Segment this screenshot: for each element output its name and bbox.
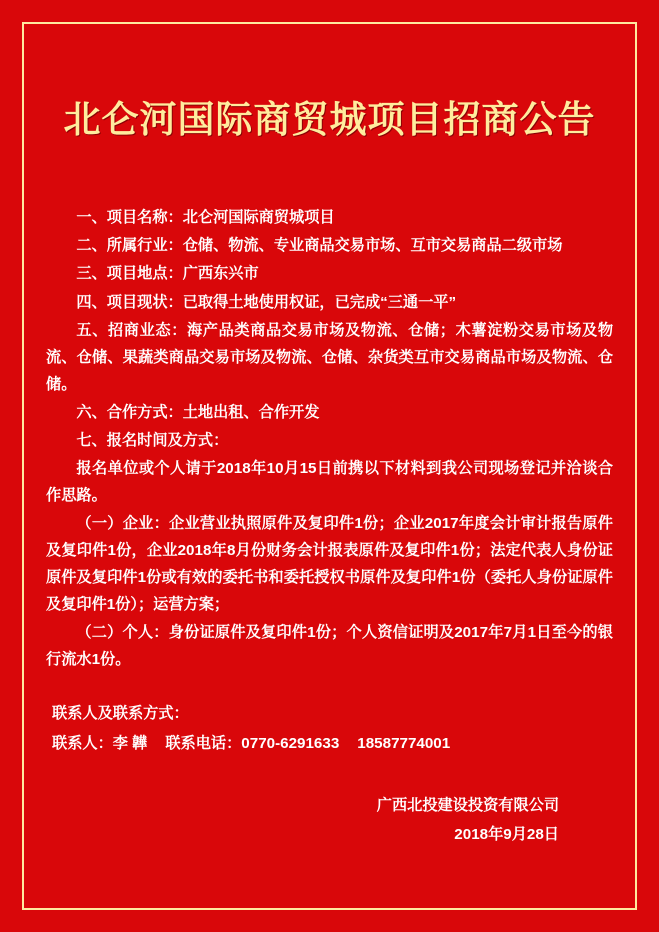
paragraph-business-types: 五、招商业态：海产品类商品交易市场及物流、仓储；木薯淀粉交易市场及物流、仓储、果蔬类商品交易市场及物流、仓储、杂货类互市交易商品市场及物流、仓储。 bbox=[46, 321, 613, 393]
contact-phone-label: 联系电话： bbox=[165, 734, 242, 752]
paragraph-project-name: 一、项目名称：北仑河国际商贸城项目 bbox=[76, 209, 335, 227]
contact-section bbox=[46, 699, 613, 758]
contact-person-name: 李 韡 bbox=[112, 734, 148, 752]
paragraph-cooperation-mode: 六、合作方式：土地出租、合作开发 bbox=[76, 403, 320, 421]
contact-details bbox=[52, 729, 613, 759]
contact-phone-number: 0770-6291633 bbox=[241, 734, 340, 752]
paragraph-individual-materials: （二）个人：身份证原件及复印件1份；个人资信证明及2017年7月1日至今的银行流水1份。 bbox=[46, 624, 613, 669]
announcement-body bbox=[46, 204, 613, 673]
paragraph-location: 三、项目地点：广西东兴市 bbox=[76, 265, 259, 283]
signature-block bbox=[46, 792, 613, 850]
signature-company: 广西北投建设投资有限公司 bbox=[376, 797, 559, 815]
contact-mobile-number: 18587774001 bbox=[357, 734, 451, 752]
paragraph-status: 四、项目现状：已取得土地使用权证，已完成“三通一平” bbox=[76, 293, 457, 311]
paragraph-industry: 二、所属行业：仓储、物流、专业商品交易市场、互市交易商品二级市场 bbox=[76, 237, 563, 255]
contact-heading: 联系人及联系方式： bbox=[52, 705, 189, 723]
paragraph-application-heading: 七、报名时间及方式： bbox=[76, 431, 229, 449]
page-title: 北仑河国际商贸城项目招商公告 bbox=[63, 99, 596, 140]
paragraph-application-deadline: 报名单位或个人请于2018年10月15日前携以下材料到我公司现场登记并洽谈合作思路。 bbox=[46, 459, 613, 504]
contact-person-label: 联系人： bbox=[52, 734, 113, 752]
signature-date: 2018年9月28日 bbox=[454, 826, 559, 844]
paragraph-enterprise-materials: （一）企业：企业营业执照原件及复印件1份；企业2017年度会计审计报告原件及复印件1份，企业2018年8月份财务会计报表原件及复印件1份；法定代表人身份证原件及复印件1份或有效的委托书和委托授权书原件及复印件1份（委托人身份证原件及复印件1份）；运营方案； bbox=[46, 514, 613, 614]
